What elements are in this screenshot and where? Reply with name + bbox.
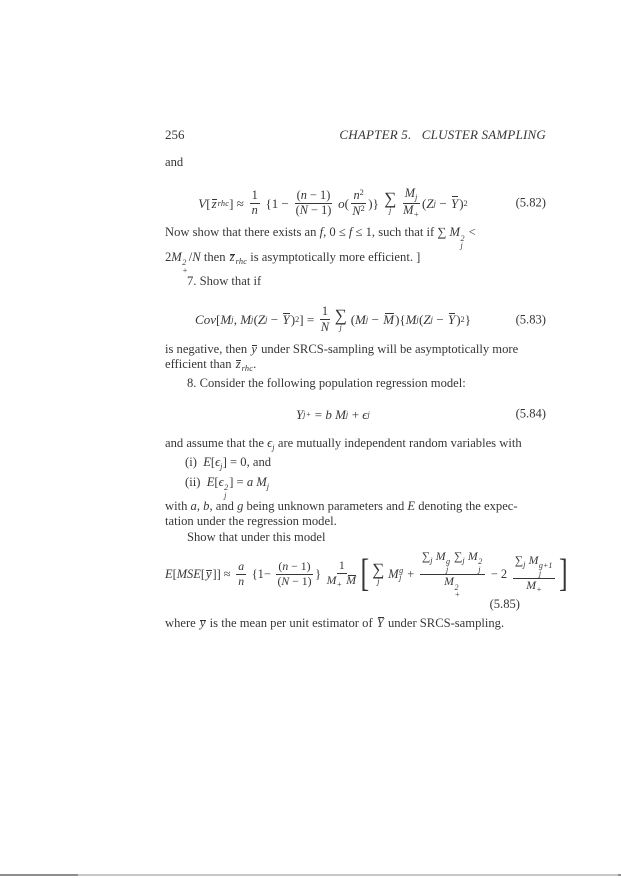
- math-text: [: [206, 195, 211, 211]
- math-fraction: [276, 560, 312, 588]
- math-text: , and: [209, 499, 238, 514]
- equation-5-83: [165, 302, 546, 338]
- fraction-numerator: [295, 189, 333, 204]
- math-text: ): [456, 312, 461, 327]
- math-text: − 1): [307, 203, 332, 218]
- math-subscript: j: [367, 409, 371, 419]
- math-var: M: [326, 574, 337, 588]
- math-text: {1−: [248, 566, 274, 581]
- math-subsup: [182, 259, 187, 274]
- math-subscript: j: [224, 490, 227, 500]
- math-var: M: [528, 553, 539, 567]
- math-var: M: [220, 312, 232, 327]
- math-superscript: 2: [460, 233, 465, 243]
- math-var: E: [203, 455, 211, 470]
- math-var: n: [353, 187, 360, 202]
- math-subscript: j: [399, 573, 402, 583]
- math-subsup: [399, 567, 403, 582]
- overbar-var: z: [229, 249, 235, 264]
- math-var: a: [190, 499, 197, 514]
- overbar-var: Y: [447, 312, 456, 327]
- math-subscript: j: [538, 568, 542, 578]
- show-model-line: [165, 530, 546, 545]
- math-text: 8. Consider the following population regression model:: [187, 376, 466, 391]
- math-text: tation under the regression model.: [165, 514, 337, 529]
- math-subscript: j: [415, 193, 418, 203]
- fraction-denominator: [327, 574, 357, 590]
- overbar-var: Y: [282, 312, 290, 327]
- math-text: − 1): [289, 575, 312, 589]
- math-text: − 2: [487, 566, 511, 581]
- math-fraction: [320, 305, 330, 335]
- math-text: ): [290, 312, 296, 327]
- math-var: E: [206, 474, 215, 489]
- math-var: ϵ: [218, 474, 224, 489]
- math-text: ){: [395, 312, 406, 327]
- math-subscript: j: [251, 315, 254, 324]
- math-var: E: [165, 566, 173, 581]
- list-item-i: [165, 455, 546, 474]
- paragraph-line: [165, 250, 546, 275]
- math-var: M: [403, 203, 414, 218]
- math-var: M: [171, 249, 182, 264]
- paragraph-now-show: [165, 225, 546, 289]
- math-text: , 0 ≤: [323, 225, 349, 240]
- math-subsup: [224, 484, 228, 499]
- math-var: n: [238, 575, 245, 589]
- math-text: 1: [338, 559, 345, 572]
- math-text: −: [267, 312, 282, 327]
- math-fraction: [403, 187, 420, 220]
- math-text: ∑: [451, 549, 463, 563]
- equation-number-5-84: (5.84): [515, 406, 546, 421]
- overbar-var: Y: [450, 195, 459, 211]
- math-subsup: [454, 584, 459, 599]
- overbar-var: M: [383, 312, 395, 327]
- math-var: Z: [426, 195, 434, 211]
- math-text: (: [296, 187, 301, 202]
- equation-number-5-85: (5.85): [489, 596, 520, 611]
- math-text: − 1): [306, 187, 331, 202]
- summation-index: j: [339, 322, 342, 332]
- math-superscript: 2: [295, 315, 300, 324]
- equation-number-5-82: (5.82): [515, 195, 546, 210]
- math-text: [: [214, 474, 219, 489]
- math-var: ϵ: [362, 406, 368, 422]
- math-var: Z: [423, 312, 431, 327]
- math-superscript: 2: [360, 204, 365, 214]
- math-text: ] ≈: [229, 195, 248, 211]
- math-text: {1 −: [262, 195, 293, 211]
- math-var: MSE: [176, 566, 201, 581]
- math-subscript: j: [433, 198, 437, 208]
- math-subscript: j: [523, 559, 526, 569]
- math-text: denoting the expec-: [415, 499, 518, 514]
- fraction-denominator: [296, 204, 332, 218]
- math-text: Now show that there exists an: [165, 225, 320, 240]
- math-text: is asymptotically more efficient. ]: [247, 249, 421, 264]
- chapter-header: CHAPTER 5. CLUSTER SAMPLING: [339, 127, 546, 142]
- math-superscript: 2: [454, 582, 459, 592]
- math-text: }: [464, 312, 471, 327]
- overbar-var: M: [346, 574, 356, 588]
- math-var: b: [203, 499, 210, 514]
- equation-number-5-83: (5.83): [515, 312, 546, 327]
- math-text: are mutually independent random variables with: [274, 436, 522, 451]
- math-subscript: rhc: [235, 256, 248, 266]
- sigma-icon: ∑: [372, 560, 385, 580]
- math-text: −: [433, 312, 447, 327]
- paragraph-line: [165, 357, 546, 376]
- math-fraction: [420, 550, 485, 599]
- math-var: a: [238, 560, 245, 574]
- math-text: +: [404, 566, 418, 581]
- equation-body: E [ MSE [ y ]] ≈ $\frac{a}{n}$ {1− $\frac{(n - 1)}{(N - 1)}$ } $\frac{1}{M_+ M}$ [ ∑ j M g j + $\sum_j$ M g j $\sum_j$ M 2 j M 2 + − 2 $\sum_j$ M g+1 j $M_+$ ]: [165, 549, 568, 600]
- and-label: [165, 155, 546, 170]
- math-text: (: [253, 312, 258, 327]
- fraction-numerator: [351, 188, 365, 204]
- math-text: (ii): [185, 474, 207, 489]
- math-text: and assume that the: [165, 436, 268, 451]
- paragraph-assume: [165, 436, 546, 545]
- paragraph-is-negative: [165, 342, 546, 392]
- math-text: (: [277, 575, 282, 589]
- math-text: under SRCS-sampling.: [384, 615, 505, 630]
- math-var: M: [355, 312, 366, 327]
- math-text: under SRCS-sampling will be asymptotically more: [257, 341, 519, 356]
- math-var: n: [300, 187, 307, 202]
- math-fraction: [513, 554, 556, 595]
- overbar-var: y: [199, 615, 206, 630]
- math-var: N: [281, 575, 290, 589]
- math-var: N: [192, 249, 201, 264]
- math-superscript: g: [399, 565, 404, 575]
- math-var: M: [449, 225, 460, 240]
- math-subscript: j+: [303, 409, 312, 419]
- page-content: [165, 127, 568, 631]
- math-var: f: [348, 225, 353, 240]
- math-text: )}: [368, 195, 383, 211]
- fraction-numerator: [420, 550, 485, 575]
- fraction-denominator: [277, 575, 311, 589]
- math-subscript: j: [462, 555, 465, 565]
- math-text: Show that under this model: [187, 529, 326, 544]
- math-subscript: j: [460, 241, 463, 251]
- math-var: M: [526, 579, 537, 593]
- math-subscript: j: [220, 462, 223, 472]
- math-text: − 1): [288, 560, 311, 574]
- math-subscript: j: [446, 564, 449, 574]
- math-subsup: [539, 562, 553, 577]
- math-var: N: [352, 204, 361, 219]
- math-text: [: [216, 312, 221, 327]
- fraction-denominator: [403, 204, 419, 220]
- math-text: where: [165, 615, 199, 630]
- math-subsup: [478, 558, 482, 573]
- math-var: Z: [257, 312, 266, 327]
- math-text: ,: [233, 312, 241, 327]
- math-var: Cov: [195, 312, 216, 327]
- math-var: M: [404, 186, 416, 201]
- math-text: is the mean per unit estimator of: [206, 615, 376, 630]
- math-text: 7. Show that if: [187, 274, 262, 289]
- and-text: and: [165, 155, 184, 170]
- overbar-var: z: [235, 356, 241, 371]
- list-item-ii: [165, 475, 546, 500]
- math-text: efficient than: [165, 356, 235, 371]
- math-text: then: [200, 249, 229, 264]
- paragraph-line: [165, 342, 546, 357]
- math-subscript: j: [266, 481, 270, 491]
- math-subsup: [446, 558, 450, 573]
- math-superscript: 2: [224, 483, 229, 493]
- math-var: ϵ: [267, 436, 273, 451]
- overbar-var: Y: [376, 615, 384, 630]
- math-fraction: [250, 189, 260, 219]
- math-superscript: g+1: [538, 561, 553, 571]
- math-var: M: [256, 474, 267, 489]
- equation-body: [165, 185, 546, 221]
- math-var: M: [405, 312, 417, 327]
- math-var: N: [299, 203, 308, 218]
- item-7: [165, 274, 546, 289]
- math-fraction: [295, 189, 333, 219]
- equation-5-82: [165, 185, 546, 221]
- summation: [384, 191, 396, 215]
- math-subscript: j: [231, 315, 234, 324]
- math-subscript: j: [430, 555, 433, 565]
- math-var: o: [338, 195, 345, 211]
- math-text: ∑: [514, 553, 524, 567]
- equation-5-84: [165, 405, 546, 423]
- math-subscript: j: [478, 564, 481, 574]
- math-subscript: +: [413, 210, 420, 220]
- math-text: .: [253, 356, 257, 371]
- math-subscript: +: [182, 265, 188, 275]
- paragraph-line: [165, 225, 546, 250]
- math-subscript: +: [454, 590, 460, 600]
- sigma-icon: ∑: [334, 305, 347, 325]
- math-text: is negative, then: [165, 341, 251, 356]
- math-text: [: [200, 566, 205, 581]
- math-subscript: j: [430, 315, 434, 324]
- equation-body: [165, 302, 546, 338]
- math-text: =: [311, 406, 326, 422]
- fraction-denominator: [252, 204, 258, 218]
- math-text: ): [459, 195, 464, 211]
- math-text: [: [210, 455, 216, 470]
- running-header: [165, 127, 546, 142]
- math-text: 1: [251, 187, 258, 202]
- math-fraction: [351, 188, 365, 220]
- math-var: b: [325, 406, 332, 422]
- fraction-numerator: [276, 560, 312, 575]
- math-var: n: [251, 203, 258, 218]
- fraction-numerator: [250, 189, 260, 204]
- summation: [334, 305, 347, 332]
- math-var: M: [335, 406, 346, 422]
- math-var: g: [237, 499, 244, 514]
- math-var: V: [198, 195, 207, 211]
- summation: [372, 562, 384, 586]
- math-subscript: j: [416, 315, 420, 324]
- math-text: (: [295, 203, 300, 218]
- math-superscript: 2: [460, 315, 465, 324]
- math-text: −: [436, 195, 450, 211]
- math-text: 2: [165, 249, 172, 264]
- math-superscript: 2: [478, 557, 483, 567]
- math-text: }: [315, 566, 325, 581]
- equation-5-85: [165, 549, 568, 600]
- math-text: (: [422, 195, 427, 211]
- math-fraction: [236, 560, 246, 588]
- math-var: f: [319, 225, 324, 240]
- paragraph-line: [165, 514, 546, 529]
- fraction-numerator: [236, 560, 246, 575]
- math-subscript: +: [536, 585, 542, 595]
- fraction-numerator: [337, 559, 347, 574]
- equation-body: [165, 405, 546, 423]
- math-subsup: [460, 235, 464, 250]
- math-subscript: +: [336, 580, 343, 590]
- math-text: +: [348, 406, 363, 422]
- math-var: ϵ: [215, 455, 221, 470]
- overbar-var: y: [251, 341, 257, 356]
- math-text: ∑: [421, 549, 431, 563]
- overbar-var: z: [211, 195, 217, 211]
- fraction-numerator: [320, 305, 330, 320]
- summation-index: j: [389, 206, 392, 216]
- math-text: −: [368, 312, 383, 327]
- math-text: (: [350, 312, 356, 327]
- horizontal-scrollbar[interactable]: [0, 874, 621, 876]
- math-subscript: j: [272, 443, 275, 453]
- math-text: ] =: [299, 312, 318, 327]
- math-text: being unknown parameters and: [243, 499, 408, 514]
- math-var: M: [467, 549, 478, 563]
- math-var: a: [246, 474, 254, 489]
- math-subscript: j: [365, 315, 369, 324]
- math-subscript: j: [345, 409, 349, 419]
- fraction-numerator: [403, 187, 420, 204]
- math-var: M: [240, 312, 252, 327]
- math-superscript: 2: [463, 198, 468, 208]
- math-text: ] = 0, and: [222, 455, 272, 470]
- math-text: <: [465, 225, 476, 240]
- math-text: with: [165, 499, 191, 514]
- sigma-icon: ∑: [384, 189, 397, 209]
- math-text: 1: [321, 303, 329, 318]
- math-var: M: [435, 549, 446, 563]
- math-text: (: [344, 195, 349, 211]
- fraction-denominator: [444, 575, 461, 599]
- math-superscript: g: [446, 557, 451, 567]
- math-subscript: rhc: [217, 198, 230, 208]
- scrollbar-thumb[interactable]: [0, 874, 78, 876]
- item-8: [165, 376, 546, 391]
- math-text: [: [172, 566, 177, 581]
- math-text: /: [188, 249, 193, 264]
- overbar-var: y: [205, 566, 212, 581]
- fraction-denominator: [321, 320, 329, 334]
- math-text: (i): [185, 455, 204, 470]
- math-var: Y: [295, 406, 304, 422]
- math-var: M: [388, 566, 399, 581]
- math-text: (: [278, 560, 283, 574]
- paragraph-line: [165, 436, 546, 455]
- math-text: ≤ 1, such that if ∑: [352, 225, 450, 240]
- math-var: N: [320, 319, 330, 334]
- math-superscript: 2: [359, 187, 364, 197]
- closing-line: [165, 616, 546, 631]
- math-var: E: [407, 499, 416, 514]
- math-var: M: [444, 575, 454, 589]
- fraction-denominator: [526, 579, 542, 595]
- paragraph-line: [165, 499, 546, 514]
- math-fraction: [327, 559, 357, 589]
- page-number: 256: [165, 127, 185, 142]
- math-superscript: 2: [182, 258, 187, 268]
- math-text: ] =: [229, 474, 247, 489]
- math-text: ,: [196, 499, 204, 514]
- math-subscript: j: [265, 315, 268, 324]
- math-text: (: [419, 312, 424, 327]
- fraction-numerator: [513, 554, 556, 579]
- math-text: ]] ≈: [212, 566, 234, 581]
- math-subscript: rhc: [241, 363, 254, 373]
- math-var: n: [282, 560, 289, 574]
- fraction-denominator: [352, 204, 364, 219]
- fraction-denominator: [238, 575, 244, 589]
- summation-index: j: [377, 577, 380, 587]
